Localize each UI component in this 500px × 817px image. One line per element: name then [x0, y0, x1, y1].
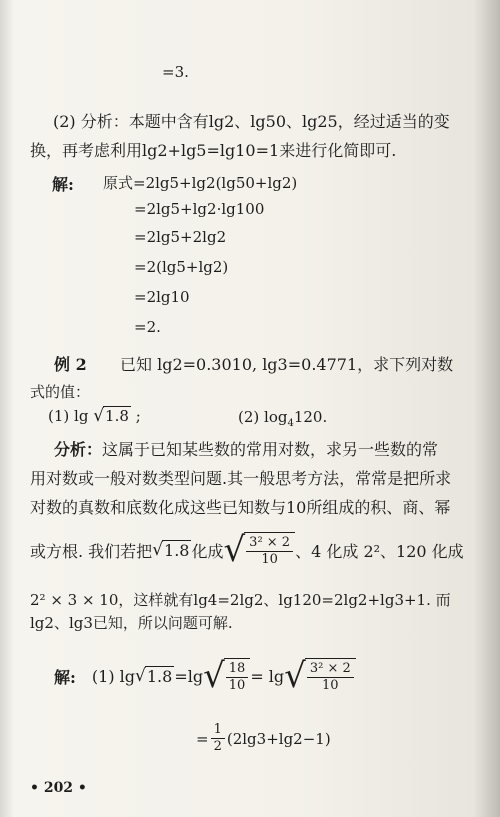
solution-2-root-2 [284, 658, 356, 694]
example-statement-cont: 式的值： [30, 383, 91, 401]
analysis-radicand: 1.8 [164, 541, 190, 560]
analysis-line-6: lg2、lg3已知，所以问题可解. [30, 614, 233, 632]
solution-step-6: =2. [134, 318, 161, 336]
result-line: =3. [162, 63, 189, 81]
analysis-text-4c: 、4 化成 2²、120 化成 [295, 541, 464, 561]
solution-2-eq2: = lg [250, 666, 285, 686]
solution-2-radicand: 1.8 [146, 667, 173, 686]
radical-sign-large: √ [203, 656, 225, 696]
page-shadow-left [0, 0, 14, 817]
fraction-numerator: 3² × 2 [307, 661, 354, 678]
analysis-2-line-2: 换，再考虑利用lg2+lg5=lg10=1来进行化简即可. [30, 141, 397, 160]
analysis-text-4b: 化成 [191, 541, 224, 561]
fraction-numerator: 18 [226, 661, 249, 678]
solution-2-prefix: (1) lg [91, 666, 136, 686]
fraction-numerator: 1 [211, 722, 225, 739]
example-statement: 已知 lg2=0.3010, lg3=0.4771，求下列对数 [120, 355, 454, 374]
fraction-denominator: 10 [228, 678, 246, 693]
fraction-denominator: 10 [322, 678, 339, 693]
question-1-prefix: (1) lg [48, 407, 89, 425]
radicand-box [244, 532, 295, 568]
question-2-base: 4 [287, 418, 294, 429]
solution-2-line-1 [54, 658, 356, 694]
question-1-suffix: ; [135, 407, 141, 425]
analysis-2-line-1: (2) 分析：本题中含有lg2、lg50、lg25，经过适当的变 [53, 112, 450, 131]
fraction-denominator: 2 [213, 739, 222, 754]
solution-2-expression: (2lg3+lg2−1) [226, 729, 331, 748]
radical-sign: √ [93, 406, 105, 426]
solution-2-eq1: =lg [174, 666, 204, 686]
fraction [246, 535, 293, 568]
solution-label-1: 解: [52, 175, 74, 194]
page-shadow-right [474, 0, 500, 817]
analysis-line-1 [54, 437, 438, 460]
example-label: 例 2 [54, 355, 87, 374]
solution-step-2: =2lg5+lg2·lg100 [134, 200, 265, 218]
analysis-label: 分析： [54, 440, 103, 459]
question-1-radicand: 1.8 [105, 407, 129, 425]
question-2 [238, 408, 327, 429]
analysis-line-3: 对数的真数和底数化成这些已知数与10所组成的积、商、幂 [30, 498, 451, 517]
solution-step-1: 原式=2lg5+lg2(lg50+lg2) [103, 174, 298, 192]
analysis-line-5: 2² × 3 × 10，这样就有lg4=2lg2、lg120=2lg2+lg3+1. 而 [30, 591, 451, 609]
fraction-numerator: 3² × 2 [246, 535, 293, 552]
radical-sign: √ [135, 666, 146, 686]
solution-2-line-2 [196, 722, 331, 755]
analysis-line-2: 用对数或一般对数类型问题.其一般思考方法，常常是把所求 [30, 469, 452, 488]
question-2-prefix: (2) log [238, 408, 288, 426]
radical-sign-large: √ [284, 656, 306, 696]
radical-sign: √ [152, 540, 164, 560]
solution-2-root-1 [203, 658, 250, 694]
solution-step-5: =2lg10 [134, 288, 190, 306]
solution-step-4: =2(lg5+lg2) [134, 258, 229, 276]
radicand-box [305, 658, 356, 694]
question-2-arg: 120. [293, 408, 328, 426]
fraction [307, 661, 354, 694]
question-1 [48, 406, 141, 426]
fraction-denominator: 10 [261, 552, 278, 567]
radicand-box [224, 658, 251, 694]
page-number: • 202 • [30, 780, 87, 796]
analysis-text-1: 这属于已知某些数的常用对数，求另一些数的常 [102, 440, 439, 459]
analysis-big-root [224, 532, 296, 568]
fraction-half [211, 722, 225, 755]
analysis-text-4a: 或方根. 我们若把 [30, 541, 153, 561]
solution-step-3: =2lg5+2lg2 [134, 228, 227, 246]
fraction [226, 661, 249, 694]
solution-2-eq3: = [196, 729, 209, 748]
radical-sign-large: √ [223, 530, 246, 570]
solution-label-2: 解: [54, 667, 76, 687]
analysis-line-4 [30, 532, 464, 568]
